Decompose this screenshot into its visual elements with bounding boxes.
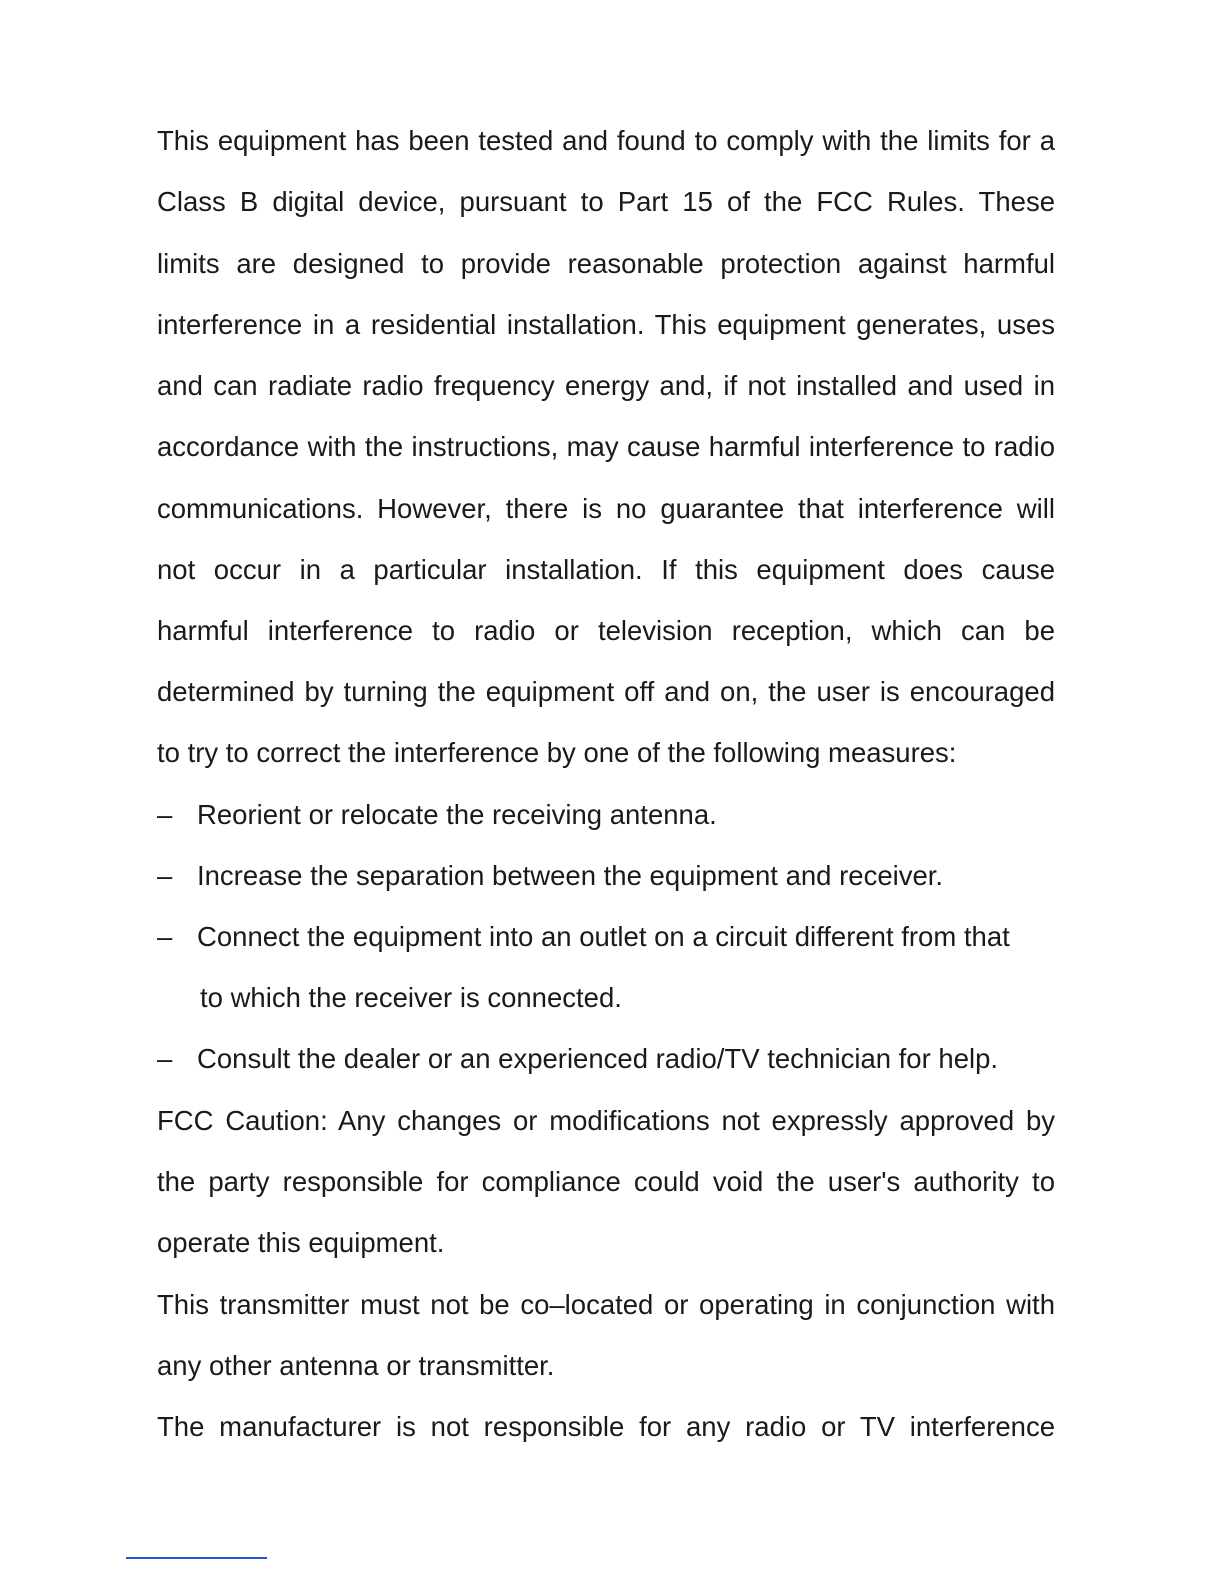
paragraph1-line-8: not occur in a particular installation. If this equipment does cause <box>157 554 1055 585</box>
list-dash: – <box>157 921 173 952</box>
transmitter-line-2: any other antenna or transmitter. <box>157 1350 555 1381</box>
paragraph1-line-4: interference in a residential installation. This equipment generates, uses <box>157 309 1055 340</box>
list-item-consult-dealer: Consult the dealer or an experienced radio/TV technician for help. <box>197 1043 999 1074</box>
list-dash: – <box>157 799 173 830</box>
fcc-caution-line-1: FCC Caution: Any changes or modifications not expressly approved by <box>157 1105 1055 1136</box>
fcc-caution-line-3: operate this equipment. <box>157 1227 445 1258</box>
paragraph1-line-7: communications. However, there is no guarantee that interference will <box>157 493 1055 524</box>
transmitter-line-1: This transmitter must not be co–located or operating in conjunction with <box>157 1289 1055 1320</box>
fcc-caution-line-2: the party responsible for compliance could void the user's authority to <box>157 1166 1055 1197</box>
paragraph1-line-5: and can radiate radio frequency energy and, if not installed and used in <box>157 370 1055 401</box>
footnote-separator <box>126 1557 267 1559</box>
paragraph1-line-2: Class B digital device, pursuant to Part 15 of the FCC Rules. These <box>157 186 1055 217</box>
list-dash: – <box>157 860 173 891</box>
list-item-reorient-antenna: Reorient or relocate the receiving antenna. <box>197 799 717 830</box>
paragraph1-line-10: determined by turning the equipment off and on, the user is encouraged <box>157 676 1055 707</box>
paragraph1-line-9: harmful interference to radio or television reception, which can be <box>157 615 1055 646</box>
paragraph1-line-6: accordance with the instructions, may cause harmful interference to radio <box>157 431 1055 462</box>
paragraph1-line-11: to try to correct the interference by one of the following measures: <box>157 737 957 768</box>
paragraph1-line-1: This equipment has been tested and found to comply with the limits for a <box>157 125 1055 156</box>
manufacturer-line-1: The manufacturer is not responsible for any radio or TV interference <box>157 1411 1055 1442</box>
list-item-connect-outlet: Connect the equipment into an outlet on a circuit different from that <box>197 921 1010 952</box>
list-item-connect-outlet-continuation: to which the receiver is connected. <box>200 982 622 1013</box>
list-dash: – <box>157 1043 173 1074</box>
paragraph1-line-3: limits are designed to provide reasonable protection against harmful <box>157 248 1055 279</box>
list-item-increase-separation: Increase the separation between the equipment and receiver. <box>197 860 944 891</box>
